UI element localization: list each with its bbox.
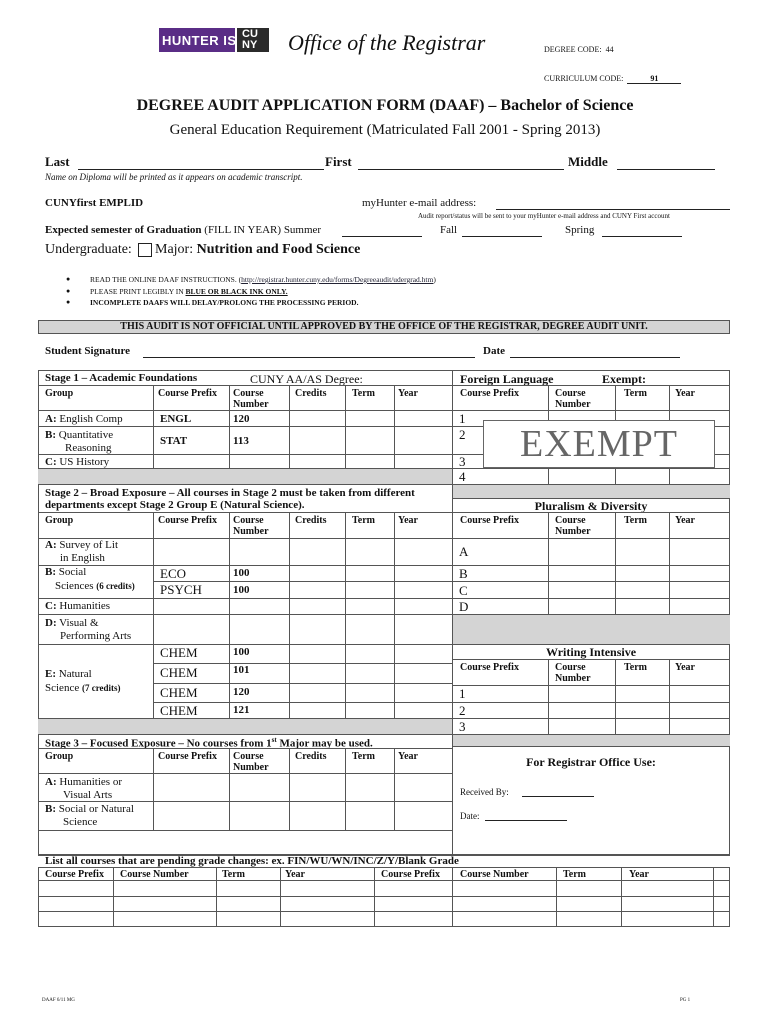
- stage2-row-d: D: Visual &: [45, 617, 99, 629]
- col-prefix: Course Prefix: [158, 388, 217, 399]
- stage2-e-prefix-2[interactable]: CHEM: [160, 665, 198, 680]
- spring-label: Spring: [565, 224, 595, 236]
- col-prefix: Course Prefix: [158, 751, 217, 762]
- student-signature-label: Student Signature: [45, 345, 131, 357]
- registrar-title: For Registrar Office Use:: [526, 755, 656, 769]
- pending-title: List all courses that are pending grade changes: ex. FIN/WU/WN/INC/Z/Y/Blank Grade: [45, 855, 459, 867]
- col-number: Number: [233, 762, 269, 773]
- form-subtitle: General Education Requirement (Matriculated Fall 2001 - Spring 2013): [169, 122, 601, 138]
- signature-date-field[interactable]: [510, 345, 680, 358]
- writing-intensive-title: Writing Intensive: [545, 645, 637, 659]
- pending-col-number: Course Number: [120, 869, 189, 880]
- stage2-e-number-4[interactable]: 121: [233, 704, 250, 716]
- pending-col-number: Course Number: [460, 869, 529, 880]
- stage3-row-b: B: Social or Natural: [45, 803, 134, 815]
- col-credits: Credits: [295, 515, 327, 526]
- col-prefix: Course Prefix: [460, 388, 519, 399]
- writing-row-2: 2: [459, 703, 466, 718]
- stage2-row-e-2: Science (7 credits): [45, 682, 121, 694]
- col-prefix: Course Prefix: [460, 515, 519, 526]
- stage2-row-d-2: Performing Arts: [60, 630, 132, 642]
- stage1-b-prefix[interactable]: STAT: [160, 435, 188, 447]
- first-name-field[interactable]: [358, 154, 564, 170]
- pending-col-term: Term: [222, 869, 245, 880]
- email-field[interactable]: [496, 196, 730, 210]
- col-year: Year: [398, 388, 418, 399]
- stage2-row-a: A: Survey of Lit: [45, 539, 119, 551]
- registrar-date-field[interactable]: [485, 810, 567, 821]
- col-course: Course: [555, 388, 586, 399]
- col-number: Number: [555, 399, 591, 410]
- last-name-field[interactable]: [78, 154, 324, 170]
- col-term: Term: [624, 388, 647, 399]
- summer-year-field[interactable]: [342, 223, 422, 237]
- email-label: myHunter e-mail address:: [362, 197, 477, 209]
- curriculum-code: CURRICULUM CODE: 91: [544, 74, 681, 84]
- stage2-row-c: C: Humanities: [45, 600, 111, 612]
- received-by-field[interactable]: [522, 786, 594, 797]
- email-note: Audit report/status will be sent to your myHunter e-mail address and CUNY First account: [418, 212, 670, 220]
- stage1-title: Stage 1 – Academic Foundations: [45, 372, 198, 384]
- stage3-row-b-2: Science: [63, 816, 98, 828]
- col-number: Number: [555, 673, 591, 684]
- bullet-icon: ●: [66, 275, 71, 283]
- last-name-label: Last: [45, 154, 70, 169]
- bullet-icon: ●: [66, 287, 71, 295]
- stage2-b-number-1[interactable]: 100: [233, 567, 250, 579]
- cuny-degree-field[interactable]: [368, 371, 430, 386]
- pending-col-term: Term: [563, 869, 586, 880]
- col-course: Course: [555, 515, 586, 526]
- instructions-line-3: INCOMPLETE DAAFS WILL DELAY/PROLONG THE PROCESSING PERIOD.: [90, 298, 359, 307]
- footer-right: PG 1: [680, 998, 691, 1003]
- separator-band: [453, 484, 730, 498]
- col-group: Group: [45, 388, 74, 399]
- pluralism-row-c: C: [459, 583, 468, 598]
- instructions-link[interactable]: http://registrar.hunter.cuny.edu/forms/Degreeaudit/udergrad.htm: [241, 275, 434, 284]
- pluralism-row-a: A: [459, 544, 469, 559]
- col-prefix: Course Prefix: [460, 662, 519, 673]
- pluralism-title: Pluralism & Diversity: [534, 499, 648, 513]
- col-year: Year: [675, 515, 695, 526]
- middle-name-label: Middle: [568, 154, 608, 169]
- separator-band: [453, 734, 730, 746]
- col-number: Number: [555, 526, 591, 537]
- pluralism-row-b: B: [459, 566, 468, 581]
- bullet-icon: ●: [66, 298, 71, 306]
- stage2-row-b: B: Social: [45, 566, 87, 578]
- footer-left: DAAF 6/11 MG: [42, 998, 75, 1003]
- col-year: Year: [398, 751, 418, 762]
- col-group: Group: [45, 751, 74, 762]
- stage2-row-a-2: in English: [60, 552, 105, 564]
- separator-band: [453, 614, 730, 644]
- hunter-cuny-logo: [159, 28, 269, 52]
- logo-text-cu: CU: [242, 28, 258, 40]
- col-term: Term: [624, 515, 647, 526]
- pluralism-row-d: D: [459, 599, 469, 614]
- stage1-a-number[interactable]: 120: [233, 413, 250, 425]
- stage2-row-e: E: Natural: [45, 668, 92, 680]
- stage1-row-b: B: Quantitative: [45, 429, 114, 441]
- major-row: Major: Nutrition and Food Science: [155, 242, 361, 257]
- form-title: DEGREE AUDIT APPLICATION FORM (DAAF) – Bachelor of Science: [136, 97, 634, 114]
- cuny-degree-label: CUNY AA/AS Degree:: [250, 372, 363, 386]
- stage2-e-prefix-3[interactable]: CHEM: [160, 685, 198, 700]
- exempt-stamp: EXEMPT: [483, 420, 715, 468]
- stage1-a-prefix[interactable]: ENGL: [160, 413, 192, 425]
- stage3-row-a: A: Humanities or: [45, 776, 122, 788]
- separator-band: [38, 718, 452, 734]
- col-term: Term: [624, 662, 647, 673]
- instructions-line-2: PLEASE PRINT LEGIBLY IN BLUE OR BLACK INK ONLY.: [90, 287, 288, 296]
- fall-label: Fall: [440, 224, 458, 236]
- writing-row-1: 1: [459, 686, 466, 701]
- logo-text-left: HUNTER IS: [162, 33, 237, 48]
- degree-code: DEGREE CODE: 44: [544, 45, 614, 54]
- stage2-e-number-1[interactable]: 100: [233, 646, 250, 658]
- foreign-row-4: 4: [459, 469, 466, 484]
- pending-col-prefix: Course Prefix: [45, 869, 104, 880]
- stage3-row-a-2: Visual Arts: [63, 789, 113, 801]
- spring-year-field[interactable]: [602, 223, 682, 237]
- middle-name-field[interactable]: [617, 154, 715, 170]
- student-signature-field[interactable]: [143, 345, 475, 358]
- fall-year-field[interactable]: [462, 223, 542, 237]
- office-title: Office of the Registrar: [288, 30, 486, 55]
- stage2-title: Stage 2 – Broad Exposure – All courses in Stage 2 must be taken from different departments except Stage 2 Group E (Natural Science).: [45, 487, 415, 511]
- foreign-row-3: 3: [459, 454, 466, 469]
- col-number: Number: [233, 526, 269, 537]
- pending-col-prefix: Course Prefix: [381, 869, 440, 880]
- instructions-line-1: READ THE ONLINE DAAF INSTRUCTIONS. (http://registrar.hunter.cuny.edu/forms/Degreeaudit/udergrad.htm): [90, 275, 436, 284]
- foreign-exempt-field[interactable]: [652, 371, 722, 386]
- stage2-e-prefix-4[interactable]: CHEM: [160, 703, 198, 718]
- col-term: Term: [352, 515, 375, 526]
- logo-text-ny: NY: [242, 39, 258, 51]
- col-year: Year: [398, 515, 418, 526]
- stage2-b-number-2[interactable]: 100: [233, 584, 250, 596]
- received-by-label: Received By:: [460, 787, 509, 797]
- stage2-e-number-2[interactable]: 101: [233, 664, 250, 676]
- writing-row-3: 3: [459, 719, 466, 734]
- stage1-row-b-2: Reasoning: [65, 442, 112, 454]
- diploma-note: Name on Diploma will be printed as it appears on academic transcript.: [45, 172, 303, 182]
- separator-band: [38, 468, 452, 484]
- col-course: Course: [555, 662, 586, 673]
- stage2-e-number-3[interactable]: 120: [233, 686, 250, 698]
- stage3-title: Stage 3 – Focused Exposure – No courses from 1st Major may be used.: [45, 736, 373, 750]
- stage2-row-b-2: Sciences (6 credits): [55, 580, 135, 592]
- registrar-date-label: Date:: [460, 811, 480, 821]
- col-year: Year: [675, 662, 695, 673]
- foreign-row-2: 2: [459, 427, 466, 442]
- stage1-row-a: A: English Comp: [45, 413, 123, 425]
- expected-graduation: Expected semester of Graduation (FILL IN YEAR) Summer: [45, 224, 322, 236]
- col-term: Term: [352, 751, 375, 762]
- foreign-exempt-label: Exempt:: [602, 372, 646, 386]
- stage2-b-prefix-2[interactable]: PSYCH: [160, 582, 202, 597]
- pending-col-year: Year: [285, 869, 305, 880]
- undergraduate-label: Undergraduate:: [45, 242, 132, 257]
- col-course: Course: [233, 515, 264, 526]
- stage2-b-prefix-1[interactable]: ECO: [160, 566, 186, 581]
- col-prefix: Course Prefix: [158, 515, 217, 526]
- stage1-b-number[interactable]: 113: [233, 435, 249, 447]
- undergraduate-checkbox[interactable]: [138, 243, 152, 257]
- col-course: Course: [233, 751, 264, 762]
- first-name-label: First: [325, 154, 352, 169]
- col-term: Term: [352, 388, 375, 399]
- emplid-label: CUNYfirst EMPLID: [45, 197, 144, 209]
- col-group: Group: [45, 515, 74, 526]
- signature-date-label: Date: [483, 345, 505, 357]
- col-year: Year: [675, 388, 695, 399]
- foreign-row-1: 1: [459, 411, 466, 426]
- col-credits: Credits: [295, 751, 327, 762]
- col-credits: Credits: [295, 388, 327, 399]
- stage2-e-prefix-1[interactable]: CHEM: [160, 645, 198, 660]
- col-number: Number: [233, 399, 269, 410]
- pending-col-year: Year: [629, 869, 649, 880]
- foreign-language-title: Foreign Language: [460, 372, 554, 386]
- col-course: Course: [233, 388, 264, 399]
- official-banner: THIS AUDIT IS NOT OFFICIAL UNTIL APPROVED BY THE OFFICE OF THE REGISTRAR, DEGREE AUDIT UNIT.: [38, 320, 730, 334]
- stage1-row-c: C: US History: [45, 456, 110, 468]
